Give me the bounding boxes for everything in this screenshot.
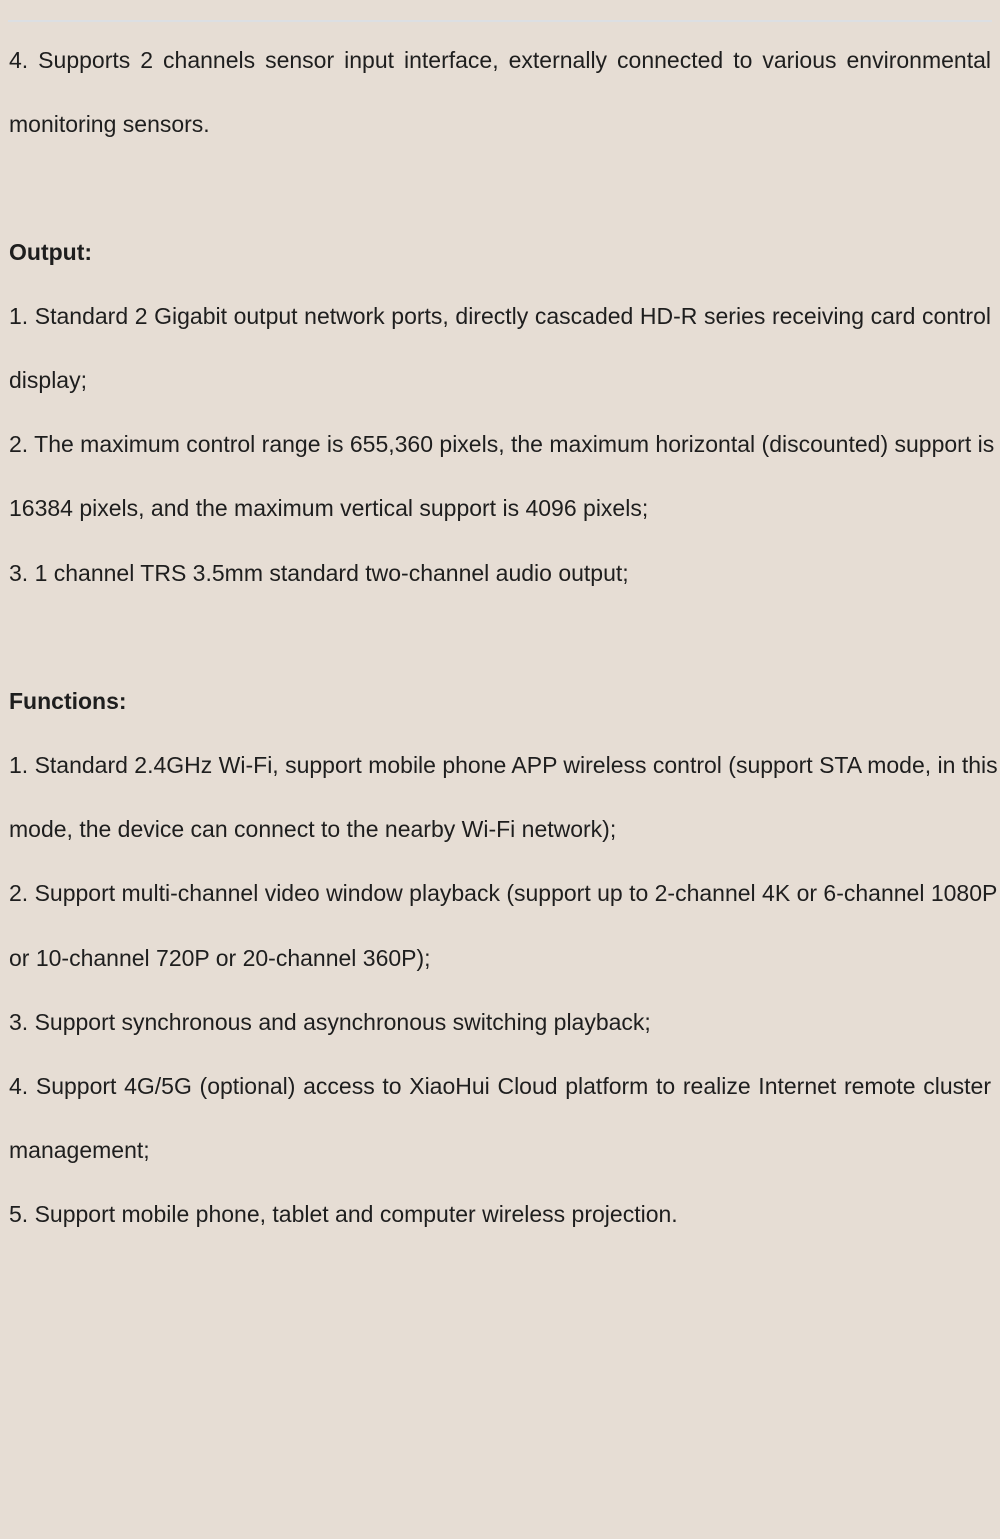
output-item-2-line-2: 16384 pixels, and the maximum vertical support is 4096 pixels; xyxy=(9,495,649,521)
functions-item-1-line-2: mode, the device can connect to the nearby Wi-Fi network); xyxy=(9,816,617,842)
output-heading: Output: xyxy=(9,239,93,265)
functions-heading: Functions: xyxy=(9,688,127,714)
output-item-1-line-2: display; xyxy=(9,367,87,393)
functions-item-1-line-1: 1. Standard 2.4GHz Wi-Fi, support mobile phone APP wireless control (support STA mode, in this xyxy=(9,752,998,778)
functions-item-2-line-2: or 10-channel 720P or 20-channel 360P); xyxy=(9,945,431,971)
intro-item-4-line-1: 4. Supports 2 channels sensor input interface, externally connected to various environmental xyxy=(9,47,991,73)
intro-item-4-line-2: monitoring sensors. xyxy=(9,111,210,137)
output-item-1-line-1: 1. Standard 2 Gigabit output network ports, directly cascaded HD-R series receiving card control xyxy=(9,303,991,329)
top-divider xyxy=(8,20,992,22)
functions-item-4-line-1: 4. Support 4G/5G (optional) access to XiaoHui Cloud platform to realize Internet remote cluster xyxy=(9,1073,991,1099)
functions-item-2-line-1: 2. Support multi-channel video window playback (support up to 2-channel 4K or 6-channel 1080P xyxy=(9,880,998,906)
output-item-3-line-1: 3. 1 channel TRS 3.5mm standard two-channel audio output; xyxy=(9,560,629,586)
functions-item-3-line-1: 3. Support synchronous and asynchronous switching playback; xyxy=(9,1009,651,1035)
functions-item-5-line-1: 5. Support mobile phone, tablet and computer wireless projection. xyxy=(9,1201,678,1227)
functions-item-4-line-2: management; xyxy=(9,1137,150,1163)
output-item-2-line-1: 2. The maximum control range is 655,360 pixels, the maximum horizontal (discounted) support is xyxy=(9,431,995,457)
